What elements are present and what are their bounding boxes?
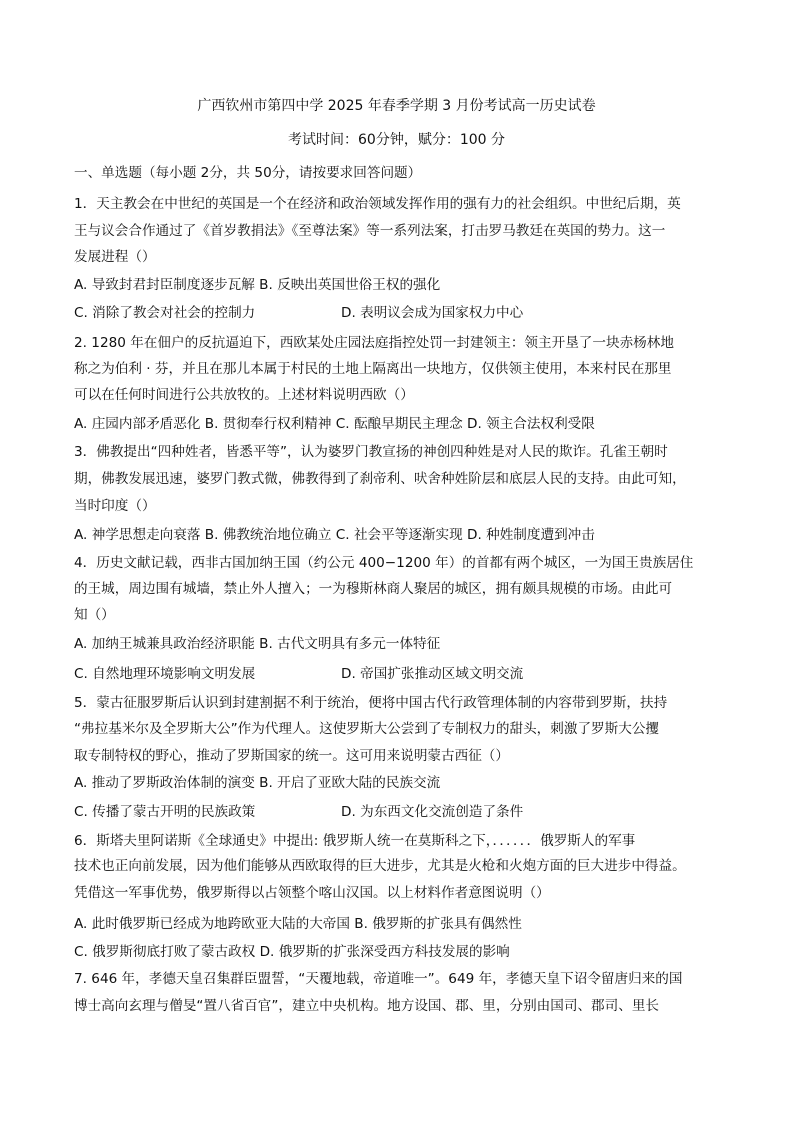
question-5-option-c: C. 传播了蒙古开明的民族政策	[74, 804, 256, 820]
question-5-line-1: 5．蒙古征服罗斯后认识到封建割据不利于统治，便将中国古代行政管理体制的内容带到罗斯，扶持	[74, 695, 668, 711]
exam-time-info: 考试时间：60分钟，赋分：100 分	[288, 132, 505, 148]
question-4-line-2: 的王城，周边围有城墙，禁止外人擅入；一为穆斯林商人聚居的城区，拥有颇具规模的市场。由此可	[74, 581, 673, 597]
question-4-options-ab: A. 加纳王城兼具政治经济职能 B. 古代文明具有多元一体特征	[74, 636, 441, 652]
question-5-option-d: D. 为东西文化交流创造了条件	[341, 804, 524, 820]
question-5-options-ab: A. 推动了罗斯政治体制的演变 B. 开启了亚欧大陆的民族交流	[74, 775, 441, 791]
exam-title: 广西钦州市第四中学 2025 年春季学期 3 月份考试高一历史试卷	[197, 98, 596, 114]
question-1-line-3: 发展进程（）	[74, 249, 156, 265]
question-5-line-2: “弗拉基米尔及全罗斯大公”作为代理人。这使罗斯大公尝到了专制权力的甜头，刺激了罗斯大公攫	[74, 721, 660, 737]
question-3-options: A. 神学思想走向衰落 B. 佛教统治地位确立 C. 社会平等逐渐实现 D. 种姓制度遭到冲击	[74, 527, 595, 543]
question-2-line-3: 可以在任何时间进行公共放牧的。上述材料说明西欧（）	[74, 387, 414, 403]
question-3-line-2: 期，佛教发展迅速，婆罗门教式微，佛教得到了刹帝利、吠舍种姓阶层和底层人民的支持。由此可知，	[74, 471, 686, 487]
section-heading: 一、单选题（每小题 2分，共 50分，请按要求回答问题）	[74, 165, 422, 181]
question-2-options: A. 庄园内部矛盾恶化 B. 贯彻奉行权利精神 C. 酝酿早期民主理念 D. 领主合法权利受限	[74, 416, 595, 432]
question-3-line-1: 3．佛教提出“四种姓者，皆悉平等”，认为婆罗门教宣扬的神创四种姓是对人民的欺诈。孔雀王朝时	[74, 444, 668, 460]
question-6-line-1: 6．斯塔夫里阿诺斯《全球通史》中提出: 俄罗斯人统一在莫斯科之下，．．．．．．俄罗斯人的军事	[74, 833, 636, 849]
question-7-line-1: 7. 646 年，孝德天皇召集群臣盟誓，“天覆地载，帝道唯一”。649 年，孝德天皇下诏令留唐归来的国	[74, 971, 683, 987]
question-1-option-d: D. 表明议会成为国家权力中心	[341, 305, 524, 321]
question-6-line-3: 凭借这一军事优势，俄罗斯得以占领整个喀山汉国。以上材料作者意图说明（）	[74, 885, 550, 901]
question-6-options-ab: A. 此时俄罗斯已经成为地跨欧亚大陆的大帝国 B. 俄罗斯的扩张具有偶然性	[74, 916, 522, 932]
question-4-line-1: 4．历史文献记载，西非古国加纳王国（约公元 400−1200 年）的首都有两个城区，一为国王贵族居住	[74, 555, 694, 571]
question-4-option-d: D. 帝国扩张推动区域文明交流	[341, 666, 524, 682]
question-2-line-2: 称之为伯利 · 芬，并且在那儿本属于村民的土地上隔离出一块地方，仅供领主使用，本来村民在那里	[74, 361, 672, 377]
question-3-line-3: 当时印度（）	[74, 498, 156, 514]
question-5-line-3: 取专制特权的野心，推动了罗斯国家的统一。这可用来说明蒙古西征（）	[74, 748, 509, 764]
question-2-line-1: 2. 1280 年在佃户的反抗逼迫下，西欧某处庄园法庭指控处罚一封建领主：领主开垦了一块赤杨林地	[74, 335, 674, 351]
question-7-line-2: 博士高向玄理与僧旻“置八省百官”，建立中央机构。地方设国、郡、里，分别由国司、郡司、里长	[74, 998, 660, 1014]
question-6-options-cd: C. 俄罗斯彻底打败了蒙古政权 D. 俄罗斯的扩张深受西方科技发展的影响	[74, 944, 510, 960]
question-1-options-ab: A. 导致封君封臣制度逐步瓦解 B. 反映出英国世俗王权的强化	[74, 277, 441, 293]
question-1-line-1: 1．天主教会在中世纪的英国是一个在经济和政治领域发挥作用的强有力的社会组织。中世纪后期，英	[74, 196, 681, 212]
question-1-line-2: 王与议会合作通过了《首岁教捐法》《至尊法案》等一系列法案，打击罗马教廷在英国的势力。这一	[74, 223, 666, 239]
question-6-line-2: 技术也正向前发展，因为他们能够从西欧取得的巨大进步，尤其是火枪和火炮方面的巨大进步中得益。	[74, 858, 686, 874]
question-4-line-3: 知（）	[74, 607, 115, 623]
question-1-option-c: C. 消除了教会对社会的控制力	[74, 305, 256, 321]
question-4-option-c: C. 自然地理环境影响文明发展	[74, 666, 256, 682]
